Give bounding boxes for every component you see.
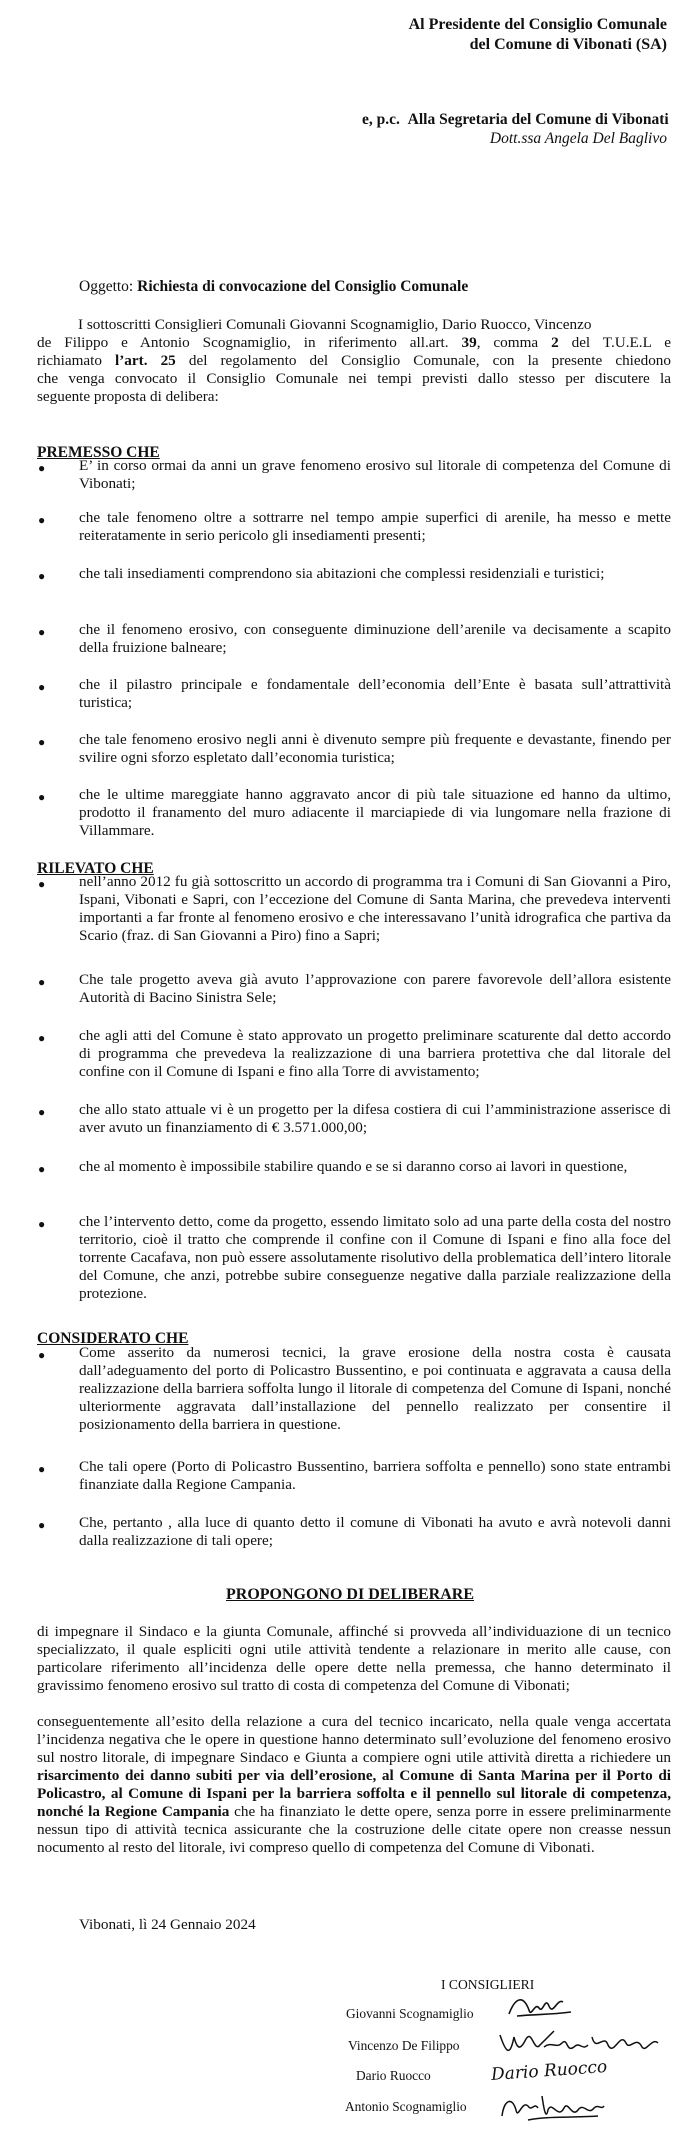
intro-line-1: I sottoscritti Consiglieri Comunali Giovanni Scognamiglio, Dario Ruocco, Vincenzo [78,316,592,333]
rilevato-item-3: che agli atti del Comune è stato approvato un progetto preliminare scaturente dal detto accordo di programma che prevedeva la realizzazione di una barriera protettiva che dal litorale del confine con il Comune di Ispani e fino alla Torre di avvistamento; [79,1027,671,1080]
rilevato-item-1: nell’anno 2012 fu già sottoscritto un accordo di programma tra i Comuni di San Giovanni a Piro, Ispani, Vibonati e Sapri, con l’eccezione del Comune di Santa Marina, che prevedeva interventi importanti a far fronte al fenomeno erosivo e che interessavano l’unità idrografica che partiva da Scario (fraz. di San Giovanni a Piro) fino a Sapri; [79,873,671,944]
bullet-icon: ● [38,461,46,475]
intro-line-3: richiamato l’art. 25 del regolamento del Consiglio Comunale, con la presente chiedono [37,352,671,369]
rilevato-item-2: Che tale progetto aveva già avuto l’approvazione con parere favorevole dell’allora esistente Autorità di Bacino Sinistra Sele; [79,971,671,1006]
bullet-icon: ● [38,975,46,989]
premesso-item-3: che tali insediamenti comprendono sia abitazioni che complessi residenziali e turistici; [79,565,605,582]
rilevato-item-6: che l’intervento detto, come da progetto, essendo limitato solo ad una parte della costa del nostro territorio, cioè il tratto che comprende il confine con il Comune di Ispani e fino alla foce del torrente Cacafava, non può essere assolutamente risolutivo della problematica dell’intero litorale del Comune, che anzi, potrebbe subire conseguenze negative dalla parziale realizzazione della protezione. [79,1213,671,1302]
considerato-item-3: Che, pertanto , alla luce di quanto detto il comune di Vibonati ha avuto e avrà notevoli danni dalla realizzazione di tali opere; [79,1514,671,1549]
cc-line [362,111,669,129]
cc-recipient: Alla Segretaria del Comune di Vibonati [407,111,669,128]
considerato-item-2: Che tali opere (Porto di Policastro Bussentino, barriera soffolta e pennello) sono state entrambi finanziate dalla Regione Campania. [79,1458,671,1493]
cc-prefix: e, p.c. [362,111,400,128]
bullet-icon: ● [38,735,46,749]
handwritten-signature [498,2090,608,2126]
signer-name: Giovanni Scognamiglio [346,2006,474,2021]
premesso-item-5: che il pilastro principale e fondamentale dell’economia dell’Ente è basata sull’attrattività turistica; [79,676,671,711]
premesso-item-2: che tale fenomeno oltre a sottrarre nel tempo ampie superfici di arenile, ha messo e mette reiteratamente in serio pericolo gli insediamenti presenti; [79,509,671,544]
intro-line-5: seguente proposta di delibera: [37,388,219,405]
bullet-icon: ● [38,680,46,694]
recipient-line-2: del Comune di Vibonati (SA) [469,36,667,53]
proposal-paragraph-1: di impegnare il Sindaco e la giunta Comunale, affinché si provveda all’individuazione di un tecnico specializzato, il quale espliciti ogni utile attività tendente a relazionare in merito alle cause, con particolare riferimento all’incidenza delle opere dette nella premessa, che hanno determinato il gravissimo fenomeno erosivo sul tratto di costa di competenza del Comune di Vibonati; [37,1623,671,1694]
bullet-icon: ● [38,877,46,891]
intro-paragraph [37,316,671,406]
proposal-emphasis: risarcimento dei danno subiti per via dell’erosione, al Comune di Santa Marina per il Porto di Policastro, al Comune di Ispani per la barriera soffolta e il pennello sul litorale di competenza, nonché la Regione Campania [37,1767,671,1820]
recipient-line-1: Al Presidente del Consiglio Comunale [408,16,667,33]
bullet-icon: ● [38,513,46,527]
premesso-item-6: che tale fenomeno erosivo negli anni è divenuto sempre più frequente e devastante, finendo per svilire ogni sforzo espletato dall’economia turistica; [79,731,671,766]
proposal-title: PROPONGONO DI DELIBERARE [225,1586,475,1603]
rilevato-title: RILEVATO CHE [37,860,154,877]
place-date: Vibonati, lì 24 Gennaio 2024 [79,1916,256,1933]
subject-label: Oggetto: [79,278,134,295]
handwritten-signature: Dario Ruocco [490,2056,608,2086]
premesso-item-1: E’ in corso ormai da anni un grave fenomeno erosivo sul litorale di competenza del Comune di Vibonati; [79,457,671,492]
intro-line-2: de Filippo e Antonio Scognamiglio, in riferimento all.art. 39, comma 2 del T.U.E.L e [37,334,671,351]
considerato-title: CONSIDERATO CHE [37,1330,189,1347]
bullet-icon: ● [38,1462,46,1476]
bullet-icon: ● [38,625,46,639]
considerato-item-1: Come asserito da numerosi tecnici, la grave erosione della nostra costa è causata dall’adeguamento del porto di Policastro Bussentino, e poi continuata e aggravata a causa della realizzazione della barriera soffolta lungo il litorale di competenza del Comune di Ispani, nonché ulteriormente aggravata dall’installazione del pennello realizzato per consentire il posizionamento della barriera in questione. [79,1344,671,1433]
subject-line [79,278,468,296]
bullet-icon: ● [38,1105,46,1119]
signers-title: I CONSIGLIERI [441,1977,535,1992]
bullet-icon: ● [38,790,46,804]
bullet-icon: ● [38,1518,46,1532]
premesso-item-7: che le ultime mareggiate hanno aggravato ancor di più tale situazione ed hanno da ultimo, prodotto il franamento del muro adiacente il marciapiede di via lungomare nella frazione di Villammare. [79,786,671,839]
premesso-item-4: che il fenomeno erosivo, con conseguente diminuzione dell’arenile va decisamente a scapito della fruizione balneare; [79,621,671,656]
signer-name: Antonio Scognamiglio [345,2099,467,2114]
premesso-title: PREMESSO CHE [37,444,160,461]
proposal-paragraph-2: conseguentemente all’esito della relazione a cura del tecnico incaricato, nella quale venga accertata l’incidenza negativa che le opere in questione hanno determinato sull’evoluzione del fenomeno erosivo sul nostro litorale, di impegnare Sindaco e Giunta a compiere ogni utile attività diretta a richiedere un risarcimento dei danno subiti per via dell’erosione, al Comune di Santa Marina per il Porto di Policastro, al Comune di Ispani per la barriera soffolta e il pennello sul litorale di competenza, nonché la Regione Campania che ha finanziato le dette opere, senza porre in essere preliminarmente nessun tipo di attività tecnica assicurante che la costruzione delle citate opere non creasse nessun nocumento al resto del litorale, ivi compreso quello di competenza del Comune di Vibonati. [37,1713,671,1856]
bullet-icon: ● [38,1162,46,1176]
intro-line-4: che venga convocato il Consiglio Comunale nei tempi previsti dallo stesso per discutere la [37,370,671,387]
handwritten-signature [505,1988,575,2024]
rilevato-item-4: che allo stato attuale vi è un progetto per la difesa costiera di cui l’amministrazione asserisce di aver avuto un finanziamento di € 3.571.000,00; [79,1101,671,1136]
handwritten-signature [496,2023,666,2063]
bullet-icon: ● [38,569,46,583]
bullet-icon: ● [38,1348,46,1362]
cc-name: Dott.ssa Angela Del Baglivo [489,130,667,147]
subject-text: Richiesta di convocazione del Consiglio Comunale [137,278,469,295]
bullet-icon: ● [38,1217,46,1231]
bullet-icon: ● [38,1031,46,1045]
signer-name: Vincenzo De Filippo [348,2038,460,2053]
signer-name: Dario Ruocco [356,2068,431,2083]
rilevato-item-5: che al momento è impossibile stabilire quando e se si daranno corso ai lavori in questione, [79,1158,628,1175]
